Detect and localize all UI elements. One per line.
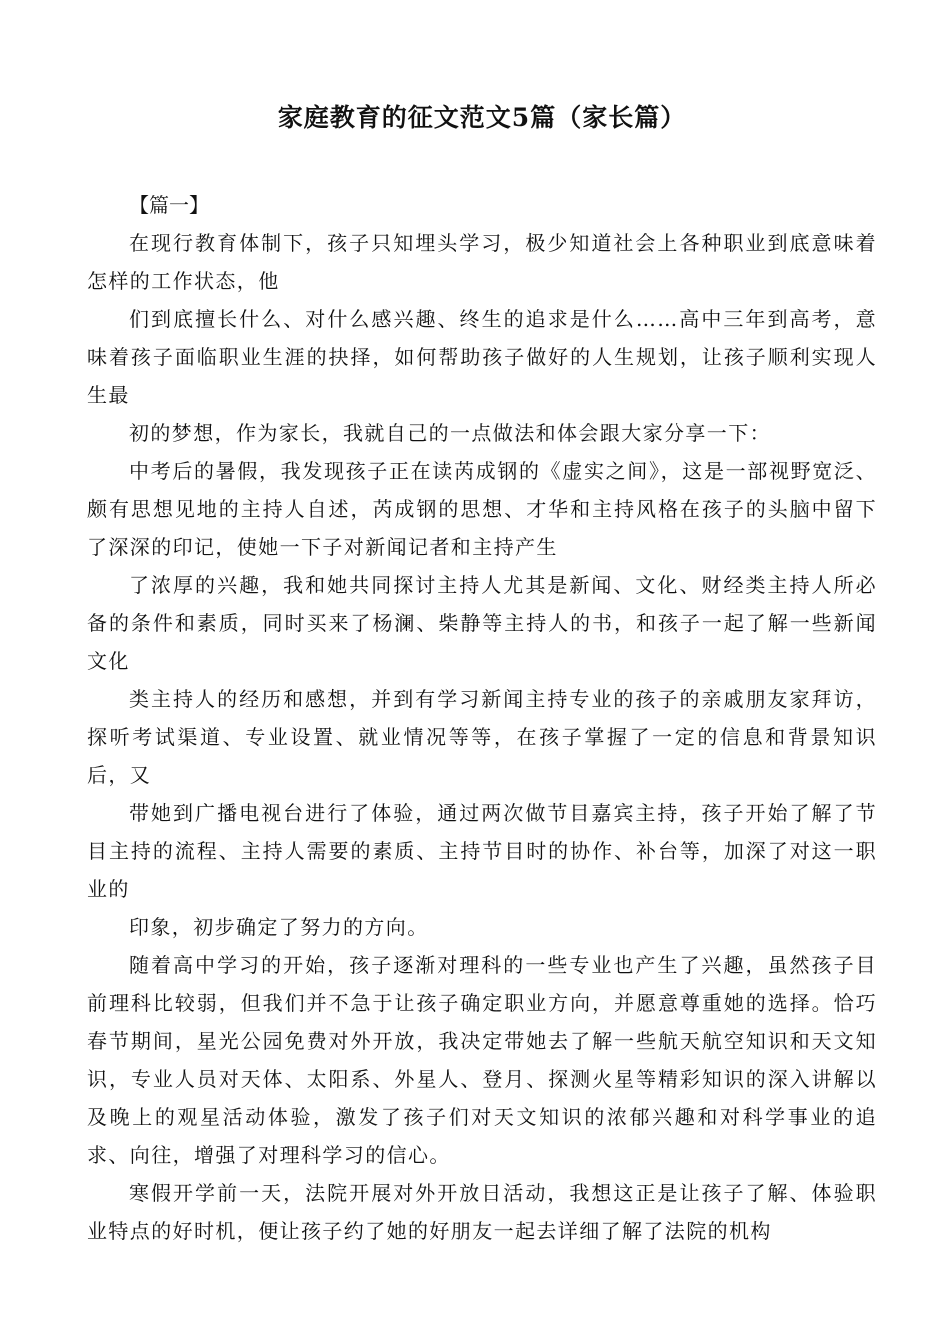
paragraph-1: 在现行教育体制下，孩子只知埋头学习，极少知道社会上各种职业到底意味着怎样的工作状态，他 — [87, 231, 877, 293]
paragraph-4: 中考后的暑假，我发现孩子正在读芮成钢的《虚实之间》，这是一部视野宽泛、颇有思想见地的主持人自述，芮成钢的思想、才华和主持风格在孩子的头脑中留下了深深的印记，使她一下子对新闻记者和主持产生 — [87, 459, 877, 559]
section-heading: 【篇一】 — [129, 193, 209, 217]
paragraph-6: 类主持人的经历和感想，并到有学习新闻主持专业的孩子的亲戚朋友家拜访，探听考试渠道、专业设置、就业情况等等，在孩子掌握了一定的信息和背景知识后，又 — [87, 687, 877, 787]
paragraph-10: 寒假开学前一天，法院开展对外开放日活动，我想这正是让孩子了解、体验职业特点的好时机，便让孩子约了她的好朋友一起去详细了解了法院的机构 — [87, 1181, 877, 1243]
document-page — [87, 0, 877, 1250]
paragraph-5: 了浓厚的兴趣，我和她共同探讨主持人尤其是新闻、文化、财经类主持人所必备的条件和素质，同时买来了杨澜、柴静等主持人的书，和孩子一起了解一些新闻文化 — [87, 573, 877, 673]
paragraph-9: 随着高中学习的开始，孩子逐渐对理科的一些专业也产生了兴趣，虽然孩子目前理科比较弱，但我们并不急于让孩子确定职业方向，并愿意尊重她的选择。恰巧春节期间，星光公园免费对外开放，我决定带她去了解一些航天航空知识和天文知识，专业人员对天体、太阳系、外星人、登月、探测火星等精彩知识的深入讲解以及晚上的观星活动体验，激发了孩子们对天文知识的浓郁兴趣和对科学事业的追求、向往，增强了对理科学习的信心。 — [87, 953, 877, 1167]
paragraph-3: 初的梦想，作为家长，我就自己的一点做法和体会跟大家分享一下： — [129, 421, 771, 445]
paragraph-8: 印象，初步确定了努力的方向。 — [129, 915, 429, 939]
document-title: 家庭教育的征文范文5篇（家长篇） — [277, 103, 687, 132]
paragraph-7: 带她到广播电视台进行了体验，通过两次做节目嘉宾主持，孩子开始了解了节目主持的流程、主持人需要的素质、主持节目时的协作、补台等，加深了对这一职业的 — [87, 801, 877, 901]
paragraph-2: 们到底擅长什么、对什么感兴趣、终生的追求是什么……高中三年到高考，意味着孩子面临职业生涯的抉择，如何帮助孩子做好的人生规划，让孩子顺利实现人生最 — [87, 307, 877, 407]
